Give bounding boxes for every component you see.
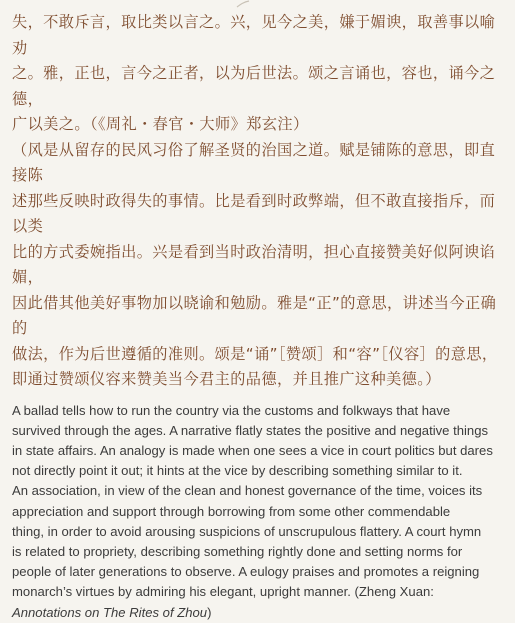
citation-close: ) bbox=[207, 604, 212, 620]
english-translation bbox=[12, 401, 501, 623]
english-translation-body: A ballad tells how to run the country via the customs and folkways that have survived through the ages. A narrative flatly states the positive and negative things in state affairs. An analogy is made when one sees a vice in court politics but dares not directly point it out; it hints at the vice by describing something similar to it. An association, in view of the clean and honest governance of the time, voices its appreciation and support through borrowing from some other commendable thing, in order to avoid arousing suspicions of unscrupulous flattery. A court hymn is related to propriety, describing something rightly done and setting norms for people of later generations to observe. A eulogy praises and promotes a reigning monarch’s virtues by admiring his elegant, upright manner. (Zheng Xuan: bbox=[12, 402, 493, 600]
original-text: 失，不敢斥言，取比类以言之。兴，见今之美，嫌于媚谀，取善事以喻劝 之。雅，正也，言今之正者，以为后世法。颂之言诵也，容也，诵今之德， 广以美之。（《周礼・春官・大师》郑玄注） bbox=[12, 13, 496, 133]
chinese-translation: （风是从留存的民风习俗了解圣贤的治国之道。赋是铺陈的意思，即直接陈 述那些反映时政得失的事情。比是看到时政弊端，但不敢直接指斥，而以类 比的方式委婉指出。兴是看到当时政治清明，担心直接赞美好似阿谀谄媚， 因此借其他美好事物加以晓谕和勉励。雅是“正”的意思，讲述当今正确的 做法，作为后世遵循的准则。颂是“诵”［赞颂］和“容”［仪容］的意思， 即通过赞颂仪容来赞美当今君主的品德，并且推广这种美德。） bbox=[12, 140, 498, 388]
citation-title: Annotations on The Rites of Zhou bbox=[12, 604, 208, 620]
pen-mark bbox=[236, 0, 250, 8]
